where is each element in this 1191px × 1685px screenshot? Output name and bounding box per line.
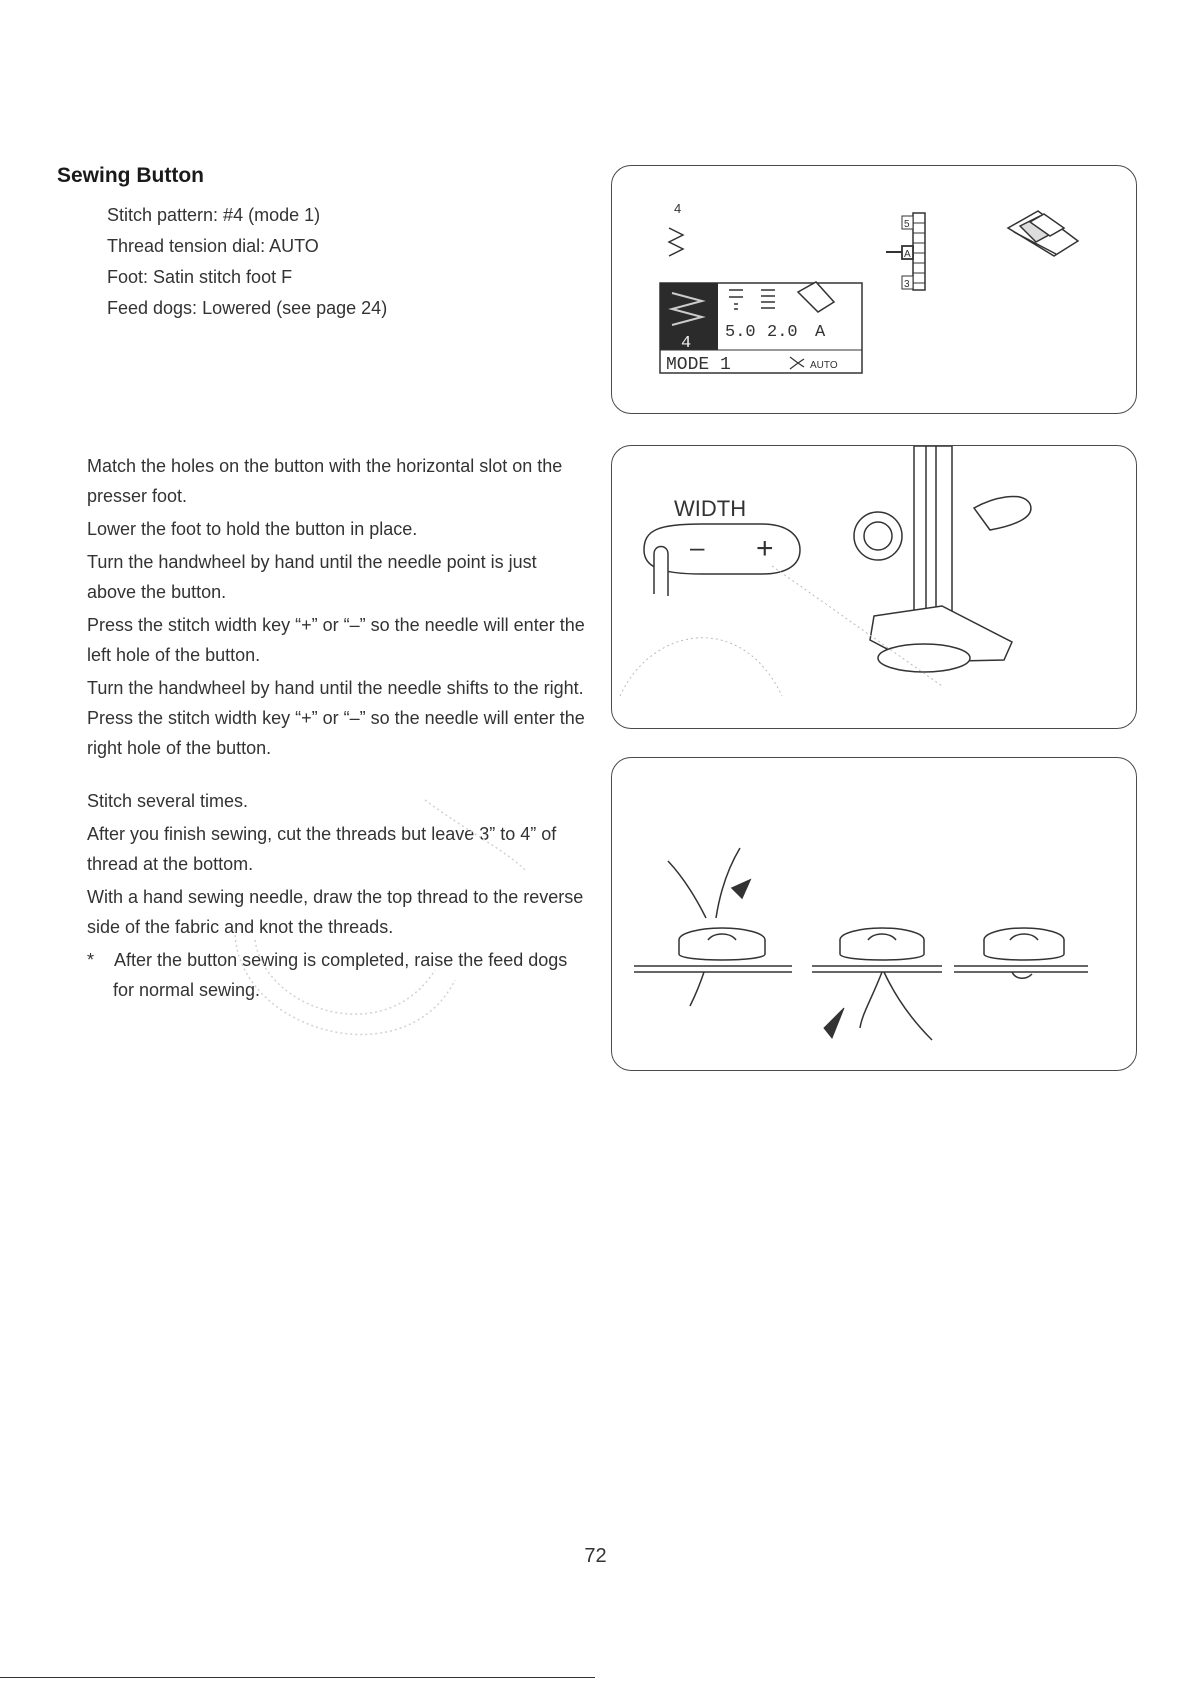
instruction-step: Stitch several times.: [87, 791, 249, 811]
figure-width-key: [611, 445, 1137, 729]
note: [87, 945, 587, 1005]
width-minus-key: –: [690, 532, 705, 562]
pattern-settings-illustration: [612, 166, 1136, 413]
fabric-line-3: [954, 966, 1088, 972]
lcd-mode: MODE 1: [666, 355, 731, 375]
instruction-step: Lower the foot to hold the button in place.: [87, 519, 418, 539]
figure-pattern-settings: [611, 165, 1137, 414]
lcd-tension-auto: AUTO: [810, 360, 838, 371]
fabric-line-1: [634, 966, 792, 972]
width-key-illustration: [612, 446, 1136, 728]
lcd-width: 5.0: [725, 323, 756, 342]
instruction-step: After you finish sewing, cut the threads but leave 3” to 4” of thread at the bottom.: [87, 824, 557, 874]
button-icon-1: [679, 928, 765, 960]
note-marker: *: [87, 950, 95, 970]
pattern-number-label: 4: [674, 201, 682, 216]
dial-mark-3: 3: [904, 279, 910, 290]
lcd-display: [660, 282, 862, 375]
note-text: After the button sewing is completed, raise the feed dogs for normal sewing.: [113, 950, 568, 1000]
instruction-step: Match the holes on the button with the horizontal slot on the presser foot.: [87, 456, 563, 506]
button-icon-3: [984, 928, 1064, 960]
button-steps-illustration: [612, 758, 1136, 1070]
button-icon-2: [840, 928, 924, 960]
thread-tails-icon: [690, 972, 1032, 1040]
setting-stitch-pattern: Stitch pattern: #4 (mode 1): [107, 205, 321, 225]
instruction-step: Turn the handwheel by hand until the needle shifts to the right. Press the stitch width key “+” or “–” so the needle will enter the right hole of the button.: [87, 678, 585, 758]
section-title: Sewing Button: [57, 164, 204, 187]
setting-thread-tension: Thread tension dial: AUTO: [107, 236, 319, 256]
instruction-step: Press the stitch width key “+” or “–” so the needle will enter the left hole of the button.: [87, 615, 585, 665]
figure-button-steps: [611, 757, 1137, 1071]
fabric-line-2: [812, 966, 942, 972]
needle-foot-icon: [854, 446, 1031, 672]
instruction-step: With a hand sewing needle, draw the top thread to the reverse side of the fabric and knot the threads.: [87, 887, 584, 937]
footer-rule: [0, 1677, 595, 1678]
lcd-pattern-number: 4: [681, 334, 692, 353]
setting-feed-dogs: Feed dogs: Lowered (see page 24): [107, 298, 388, 318]
needle-threads-icon: [668, 848, 750, 918]
finger-icon: [654, 547, 668, 597]
lcd-length: 2.0: [767, 323, 798, 342]
page-number: 72: [584, 1545, 607, 1567]
settings-list: [107, 200, 387, 324]
dial-mark-a: A: [904, 249, 911, 260]
setting-foot: Foot: Satin stitch foot F: [107, 267, 293, 287]
zigzag-pattern-icon: [669, 228, 683, 256]
instruction-block-2: [87, 786, 587, 1008]
instruction-block-1: [87, 451, 587, 766]
width-key-label: WIDTH: [674, 496, 747, 521]
lcd-foot-letter: A: [815, 323, 826, 342]
pull-arrow-icon: [824, 1008, 844, 1038]
presser-foot-icon: [1008, 211, 1078, 256]
dial-mark-5: 5: [904, 219, 910, 230]
instruction-step: Turn the handwheel by hand until the needle point is just above the button.: [87, 552, 537, 602]
tension-dial-icon: [886, 213, 925, 290]
width-plus-key: +: [756, 532, 774, 565]
